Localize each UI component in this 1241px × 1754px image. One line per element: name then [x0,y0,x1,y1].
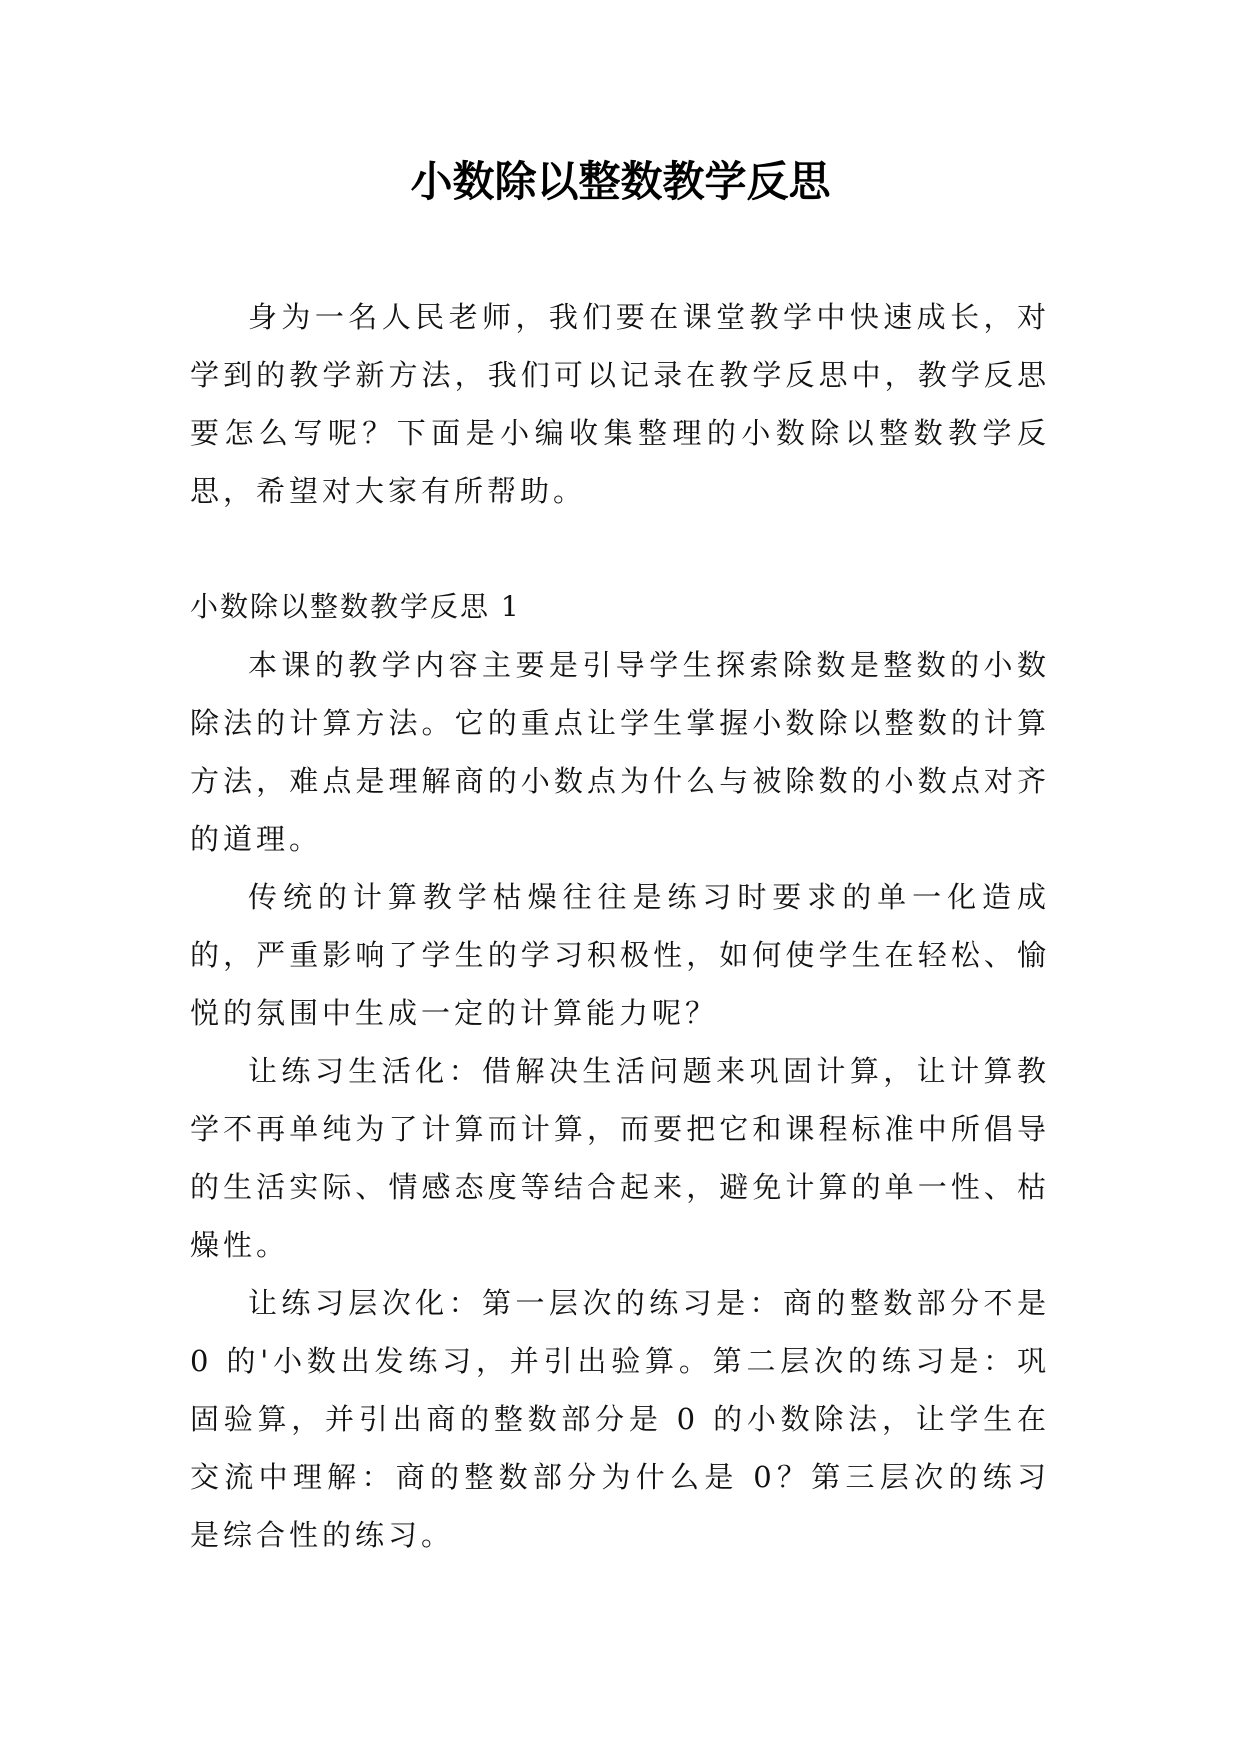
intro-block [190,288,1050,520]
intro-paragraph: 身为一名人民老师，我们要在课堂教学中快速成长，对学到的教学新方法，我们可以记录在教学反思中，教学反思要怎么写呢？下面是小编收集整理的小数除以整数教学反思，希望对大家有所帮助。 [190,300,1050,508]
body-paragraph-1: 本课的教学内容主要是引导学生探索除数是整数的小数除法的计算方法。它的重点让学生掌握小数除以整数的计算方法，难点是理解商的小数点为什么与被除数的小数点对齐的道理。 [190,648,1050,856]
document-title: 小数除以整数教学反思 [410,157,831,206]
body-paragraph-3: 让练习生活化：借解决生活问题来巩固计算，让计算教学不再单纯为了计算而计算，而要把它和课程标准中所倡导的生活实际、情感态度等结合起来，避免计算的单一性、枯燥性。 [190,1054,1050,1262]
section-heading: 小数除以整数教学反思 1 [190,590,521,623]
body-paragraph-2: 传统的计算教学枯燥往往是练习时要求的单一化造成的，严重影响了学生的学习积极性，如何使学生在轻松、愉悦的氛围中生成一定的计算能力呢？ [190,880,1050,1030]
section-block [190,578,1050,1564]
body-paragraph-4: 让练习层次化：第一层次的练习是：商的整数部分不是0 的'小数出发练习，并引出验算。第二层次的练习是：巩固验算，并引出商的整数部分是 0 的小数除法，让学生在交流中理解：商的整数部分为什么是 0？第三层次的练习是综合性的练习。 [190,1286,1050,1552]
